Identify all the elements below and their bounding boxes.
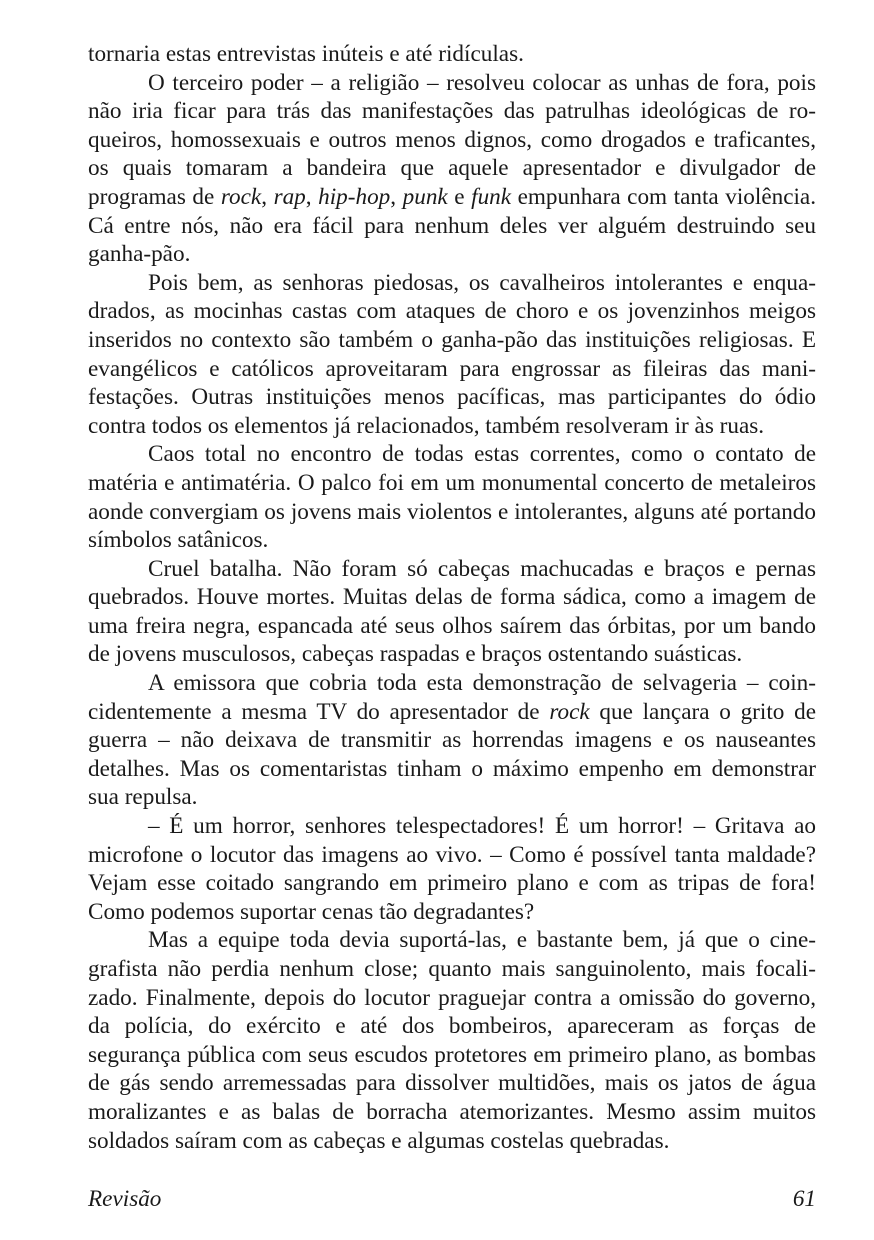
text-run: Cruel batalha. Não foram só cabeças machucadas e braços e pernas quebrados. Houve mortes. Muitas delas de forma sádica, como a imagem de uma freira negra, espancada até seus olhos saírem das órbitas, por um bando de jovens musculosos, cabeças raspadas e braços ostentando suásticas. bbox=[88, 555, 816, 668]
text-run: Pois bem, as senhoras piedosas, os cavalheiros intolerantes e enquadrados, as mocinhas castas com ataques de choro e os jovenzinhos meigos inseridos no contexto são também o ganha-pão das instituições religiosas. E evangélicos e católicos aproveitaram para engrossar as fileiras das manifestações. Outras instituições menos pacíficas, mas participantes do ódio contra todos os elementos já relacionados, também resolveram ir às ruas. bbox=[88, 269, 816, 439]
text-run: , bbox=[390, 183, 403, 210]
text-run: – É um horror, senhores telespectadores! É um horror! – Gritava ao microfone o locutor das imagens ao vivo. – Como é possível tanta maldade? Vejam esse coitado sangrando em primeiro plano e com as tripas de fora! Como podemos suportar cenas tão degradantes? bbox=[88, 813, 816, 925]
text-run: Caos total no encontro de todas estas correntes, como o contato de matéria e antimatéria. O palco foi em um monumental concerto de metaleiros aonde convergiam os jovens mais violentos e intolerantes, alguns até portando símbolos satânicos. bbox=[88, 441, 816, 554]
running-title: Revisão bbox=[88, 1186, 162, 1212]
italic-term: rock bbox=[220, 183, 262, 210]
text-run: O terceiro poder – a religião – resolveu colocar as unhas de fora, pois não iria ficar para trás das manifestações das patrulhas ideológicas de roqueiros, homossexuais e outros menos dignos, como drogados e traficantes, os quais tomaram a bandeira que aquele apresentador e divulgador de programas de bbox=[88, 69, 816, 210]
page-number: 61 bbox=[792, 1186, 816, 1212]
paragraph-7 bbox=[88, 812, 816, 926]
text-run: e bbox=[447, 183, 472, 210]
paragraph-6 bbox=[88, 669, 816, 812]
paragraph-2 bbox=[88, 69, 816, 269]
paragraph-3 bbox=[88, 269, 816, 441]
paragraph-4 bbox=[88, 440, 816, 554]
text-run: , bbox=[305, 183, 319, 210]
paragraph-5 bbox=[88, 555, 816, 669]
italic-term: hip-hop bbox=[318, 183, 391, 210]
paragraph-8 bbox=[88, 926, 816, 1155]
italic-term: punk bbox=[402, 183, 448, 210]
text-run: que lançara o grito de guerra – não deixava de transmitir as horrendas imagens e os nauseantes detalhes. Mas os comentaristas tinham o máximo empenho em demonstrar sua repulsa. bbox=[88, 698, 816, 811]
text-run: tornaria estas entrevistas inúteis e até ridículas. bbox=[88, 41, 524, 67]
text-run: Mas a equipe toda devia suportá-las, e bastante bem, já que o cinegrafista não perdia nenhum close; quanto mais sanguinolento, mais focalizado. Finalmente, depois do locutor praguejar contra a omissão do governo, da polícia, do exército e até dos bombeiros, apareceram as forças de segurança pública com seus escudos protetores em primeiro plano, as bombas de gás sendo arremessadas para dissolver multidões, mais os jatos de água moralizantes e as balas de borracha atemorizantes. Mesmo assim muitos soldados saíram com as cabeças e algumas costelas quebradas. bbox=[88, 927, 816, 1154]
paragraph-1 bbox=[88, 40, 816, 69]
text-run: empunhara com tanta violência. Cá entre nós, não era fácil para nenhum deles ver alguém destruindo seu ganha-pão. bbox=[88, 183, 817, 268]
page-footer bbox=[88, 1186, 816, 1213]
text-run: A emissora que cobria toda esta demonstração de selvageria – coincidentemente a mesma TV do apresentador de bbox=[88, 670, 816, 725]
page-body bbox=[88, 40, 816, 1155]
italic-term: funk bbox=[471, 183, 512, 210]
italic-term: rock bbox=[549, 698, 590, 725]
italic-term: rap bbox=[273, 183, 306, 210]
text-run: , bbox=[261, 183, 274, 210]
